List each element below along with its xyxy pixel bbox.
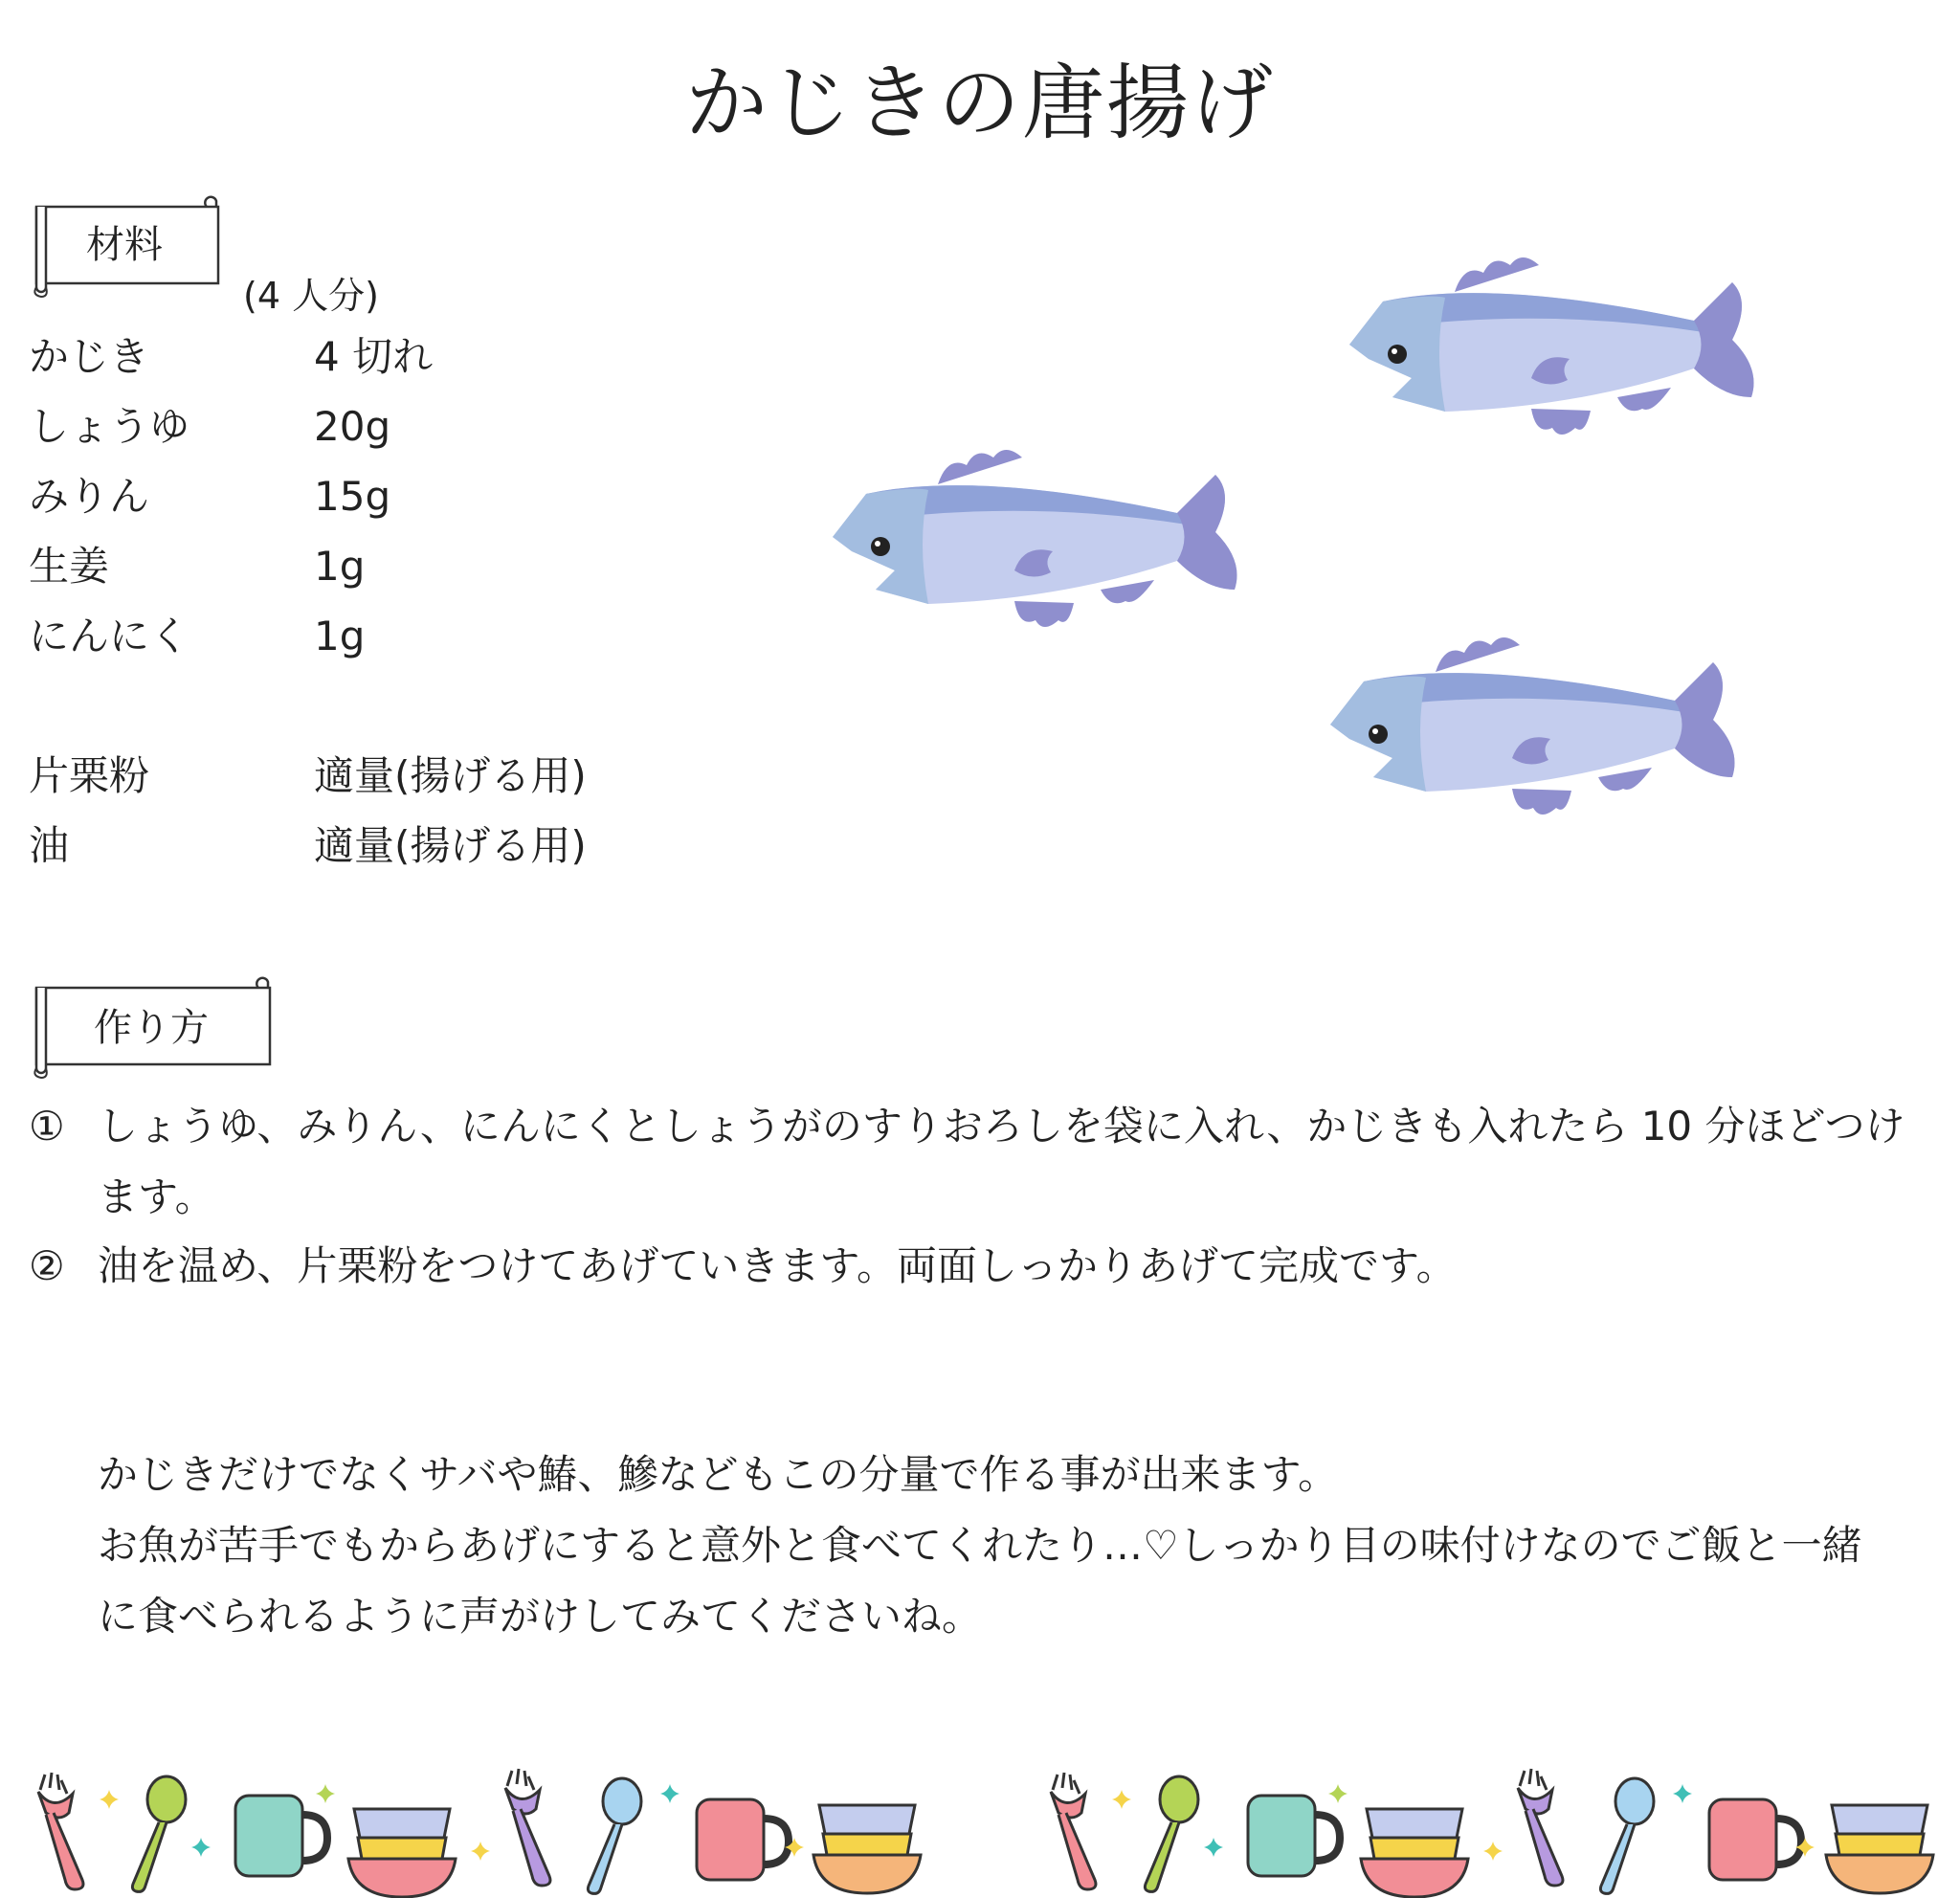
sparkle-icon [191, 1838, 211, 1857]
cup-icon [1709, 1799, 1801, 1880]
cup-icon [235, 1796, 327, 1876]
step-text: しょうゆ、みりん、にんにくとしょうがのすりおろしを袋に入れ、かじきも入れたら 10 分ほどつけます。 [98, 1103, 1905, 1220]
ingredients-label-text: 材料 [86, 223, 163, 267]
method-label [27, 972, 276, 1083]
sparkle-icon [1483, 1842, 1503, 1861]
bowls-icon [1826, 1805, 1933, 1893]
fish-icon [1321, 624, 1761, 835]
servings: (4 人分) [243, 275, 379, 317]
sparkle-icon [471, 1842, 490, 1861]
step-text: 油を温め、片栗粉をつけてあげていきます。両面しっかりあげて完成です。 [98, 1242, 1457, 1289]
fork-icon [1518, 1769, 1563, 1886]
sparkle-icon [1204, 1838, 1223, 1857]
ingredient-amount: 適量(揚げる用) [314, 752, 587, 799]
ingredient-amount: 4 切れ [314, 333, 434, 380]
cup-icon [697, 1799, 789, 1880]
ingredients-label [27, 191, 224, 302]
bowls-icon [813, 1805, 921, 1893]
ingredient-name: にんにく [29, 613, 190, 659]
step-number: ① [29, 1103, 65, 1150]
spoon-icon [132, 1776, 186, 1891]
ingredient-name: みりん [29, 473, 150, 520]
ingredient-name: 生姜 [29, 543, 110, 590]
sparkle-icon [1328, 1784, 1348, 1803]
step-number: ② [29, 1242, 65, 1289]
ingredient-name: しょうゆ [29, 403, 190, 450]
note-line: に食べられるように声がけしてみてくださいね。 [98, 1593, 983, 1640]
ingredient-amount: 1g [314, 543, 366, 590]
ingredient-name: 油 [29, 822, 70, 869]
spoon-icon [1145, 1776, 1198, 1891]
tableware-group-left [38, 1769, 921, 1897]
sparkle-icon [316, 1784, 335, 1803]
bowls-icon [1361, 1809, 1468, 1897]
ingredient-amount: 20g [314, 403, 391, 450]
sparkle-icon [1673, 1784, 1692, 1803]
ingredient-name: かじき [29, 333, 150, 380]
spoon-icon [1600, 1778, 1654, 1893]
tableware-group-right [1051, 1769, 1933, 1897]
fish-icon [1340, 244, 1780, 455]
note-line: お魚が苦手でもからあげにすると意外と食べてくれたり…♡しっかり目の味付けなのでご飯と一緒 [98, 1522, 1862, 1569]
fork-icon [1051, 1773, 1096, 1889]
ingredient-amount: 15g [314, 473, 391, 520]
note [98, 1440, 1916, 1652]
bowls-icon [348, 1809, 456, 1897]
ingredient-amount: 1g [314, 613, 366, 659]
fork-icon [38, 1773, 83, 1889]
sparkle-icon [1112, 1790, 1131, 1809]
method-step [29, 1231, 1904, 1302]
ingredient-name: 片栗粉 [29, 752, 150, 799]
page-title: かじきの唐揚げ [685, 55, 1275, 151]
spoon-icon [588, 1778, 641, 1893]
sparkle-icon [100, 1790, 119, 1809]
fork-icon [505, 1769, 550, 1886]
fish-icon [823, 436, 1263, 647]
method-label-text: 作り方 [94, 1006, 209, 1050]
method-step [29, 1091, 1904, 1233]
sparkle-icon [660, 1784, 679, 1803]
note-line: かじきだけでなくサバや鰆、鰺などもこの分量で作る事が出来ます。 [98, 1451, 1339, 1498]
tableware-border [0, 1761, 1960, 1898]
cup-icon [1248, 1796, 1340, 1876]
ingredient-amount: 適量(揚げる用) [314, 822, 587, 869]
